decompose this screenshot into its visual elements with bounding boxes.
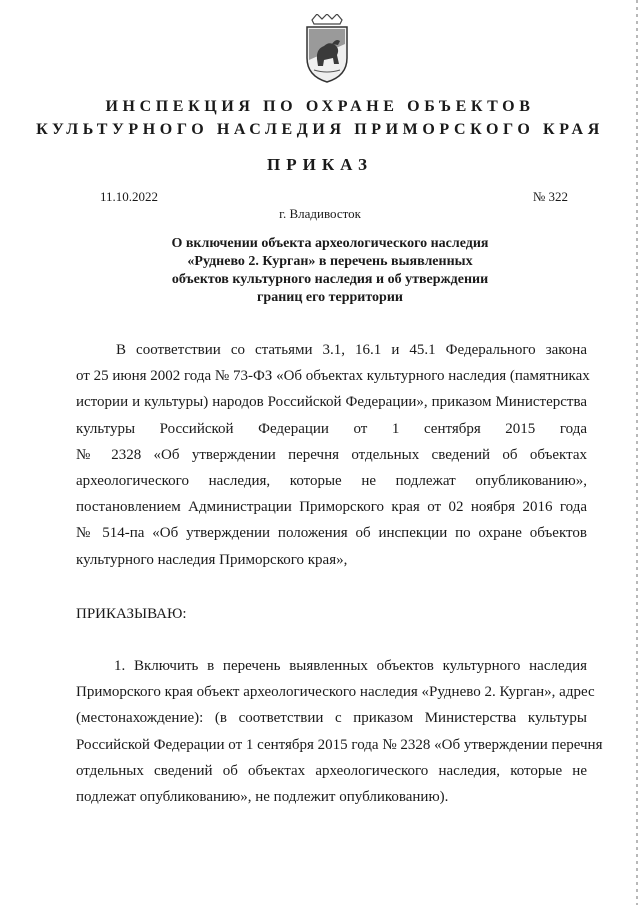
document-title [130, 235, 530, 307]
document-date: 11.10.2022 [100, 189, 159, 204]
paragraph-line: В соответствии со статьями 3.1, 16.1 и 45.1 Федерального закона [116, 342, 587, 358]
paragraph-line: Российской Федерации от 1 сентября 2015 года № 2328 «Об утверждении перечня [76, 736, 603, 753]
paragraph-line: 1. Включить в перечень выявленных объектов культурного наследия [114, 658, 587, 674]
organization-name-line2: КУЛЬТУРНОГО НАСЛЕДИЯ ПРИМОРСКОГО КРАЯ [36, 121, 604, 138]
paragraph-line: отдельных сведений об объектах археологического наследия, которые не [76, 762, 587, 779]
paragraph-line: археологического наследия, которые не подлежат опубликованию», [76, 472, 587, 489]
organization-name-line1: ИНСПЕКЦИЯ ПО ОХРАНЕ ОБЪЕКТОВ [105, 98, 535, 115]
title-line: границ его территории [257, 290, 403, 305]
paragraph-line: № 514-па «Об утверждении положения об инспекции по охране объектов [76, 525, 587, 542]
paragraph-line: подлежат опубликованию», не подлежит опубликованию). [76, 788, 449, 805]
coat-of-arms-icon [302, 14, 352, 84]
scan-edge-artifact [636, 0, 638, 905]
paragraph-line: культурного наследия Приморского края», [76, 551, 348, 568]
document-number: № 322 [532, 189, 568, 204]
title-line: объектов культурного наследия и об утверждении [171, 272, 489, 287]
paragraph-line: истории и культуры) народов Российской Федерации», приказом Министерства [76, 394, 587, 411]
title-line: О включении объекта археологического наследия [171, 236, 489, 251]
order-word: ПРИКАЗЫВАЮ: [76, 606, 187, 622]
paragraph-line: от 25 июня 2002 года № 73-ФЗ «Об объектах культурного наследия (памятниках [76, 368, 590, 385]
paragraph-line: культуры Российской Федерации от 1 сентября 2015 года [76, 420, 587, 437]
document-city: г. Владивосток [279, 206, 361, 221]
title-line: «Руднево 2. Курган» в перечень выявленных [187, 254, 473, 269]
document-type: ПРИКАЗ [267, 155, 373, 174]
preamble-paragraph [76, 337, 590, 573]
paragraph-line: (местонахождение): (в соответствии с приказом Министерства культуры [76, 710, 587, 727]
paragraph-line: Приморского края объект археологического наследия «Руднево 2. Курган», адрес [76, 684, 595, 701]
item-1-paragraph [76, 653, 603, 810]
paragraph-line: № 2328 «Об утверждении перечня отдельных сведений об объектах [76, 446, 587, 463]
paragraph-line: постановлением Администрации Приморского края от 02 ноября 2016 года [76, 499, 587, 516]
